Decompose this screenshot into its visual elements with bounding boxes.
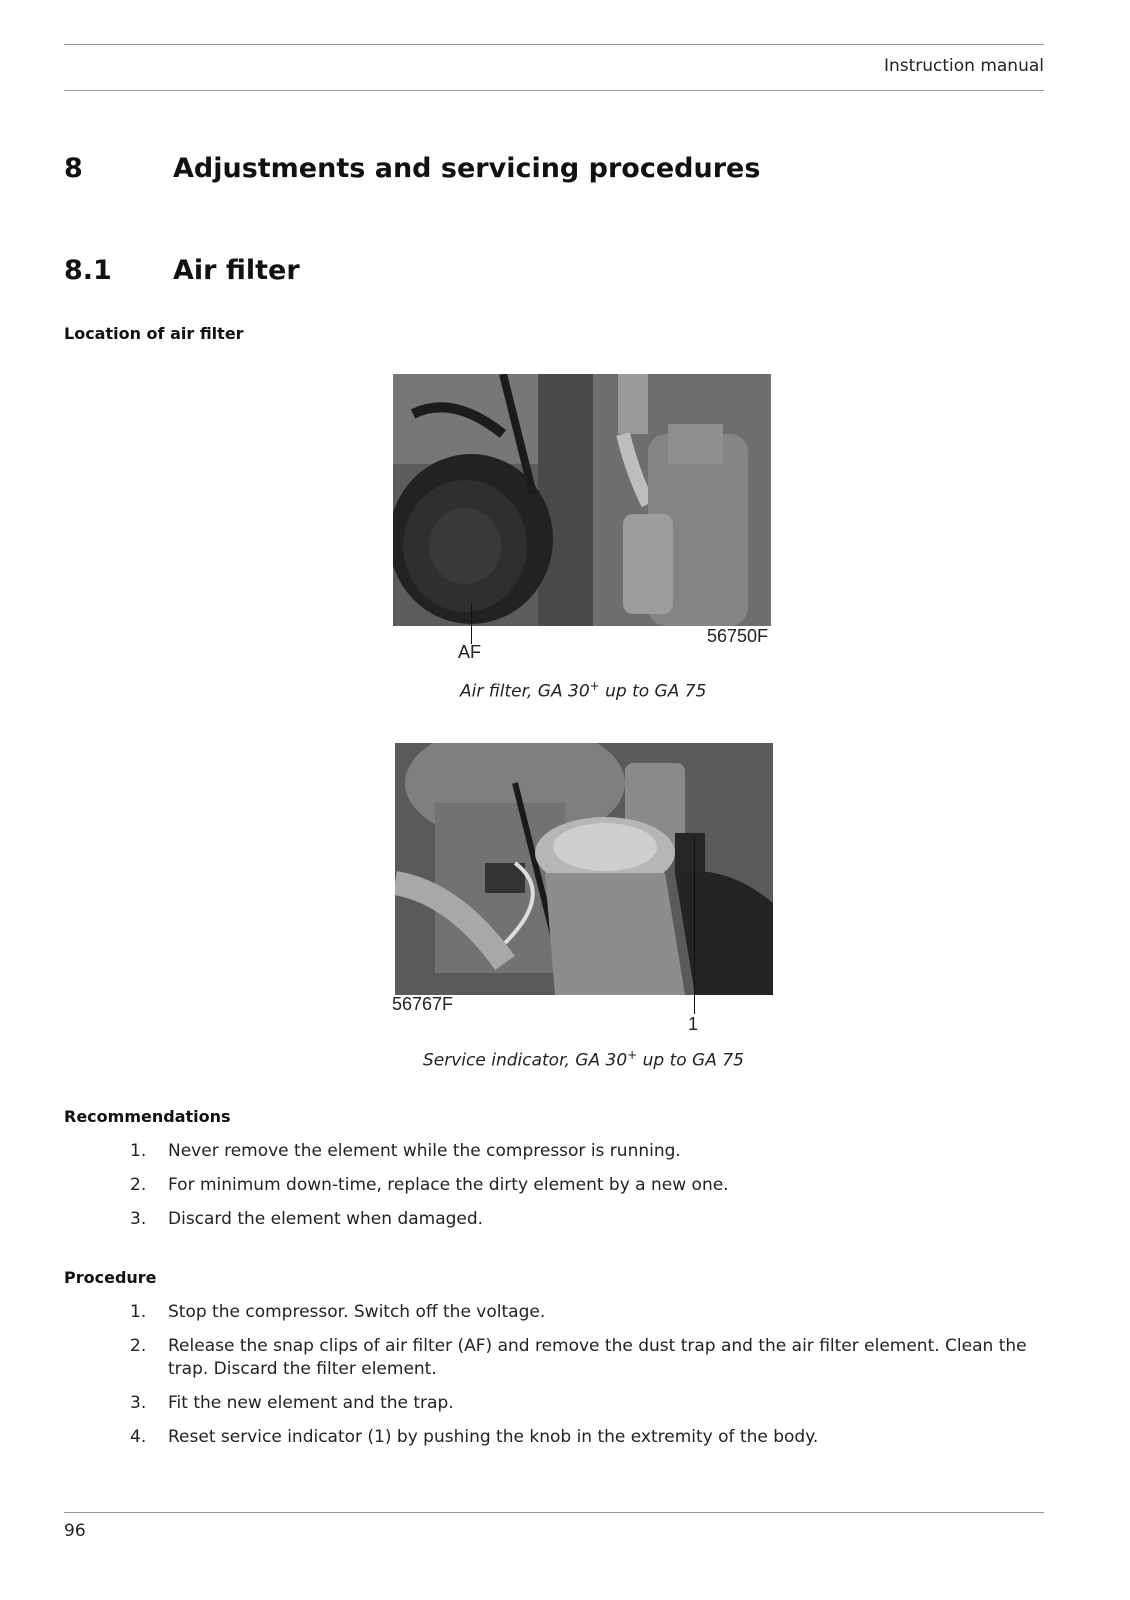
recommendations-list — [130, 1140, 1050, 1242]
chapter-title: Adjustments and servicing procedures — [173, 153, 761, 184]
list-item: 2. For minimum down-time, replace the dirty element by a new one. — [130, 1175, 729, 1195]
list-item: 3. Fit the new element and the trap. — [130, 1393, 454, 1413]
figure1-code: 56750F — [707, 626, 769, 646]
figure2-code: 56767F — [392, 994, 454, 1014]
list-item: 2. Release the snap clips of air filter (AF) and remove the dust trap and the air filter element. Clean the trap. Discard the filter element. — [130, 1336, 1027, 1379]
page-number: 96 — [64, 1521, 86, 1541]
section-number: 8.1 — [64, 255, 112, 286]
chapter-number: 8 — [64, 153, 83, 184]
procedure-heading: Procedure — [64, 1268, 157, 1287]
list-item: 1. Stop the compressor. Switch off the voltage. — [130, 1302, 546, 1322]
figure2-caption: Service indicator, GA 30+ up to GA 75 — [423, 1048, 744, 1071]
af-callout-label: AF — [458, 642, 482, 662]
air-filter-photo — [393, 374, 771, 626]
header-bottom-rule — [64, 90, 1044, 91]
service-indicator-leader-line — [694, 836, 695, 1014]
recommendations-heading: Recommendations — [64, 1107, 231, 1126]
figure1-caption: Air filter, GA 30+ up to GA 75 — [460, 679, 707, 702]
section-title: Air filter — [173, 255, 300, 286]
running-header: Instruction manual — [883, 56, 1044, 76]
header-top-rule — [64, 44, 1044, 45]
af-leader-line — [471, 604, 472, 644]
service-indicator-photo — [395, 743, 773, 995]
list-item: 1. Never remove the element while the compressor is running. — [130, 1141, 681, 1161]
location-heading: Location of air filter — [64, 324, 244, 343]
footer-rule — [64, 1512, 1044, 1513]
service-indicator-callout-label: 1 — [688, 1014, 699, 1034]
list-item: 3. Discard the element when damaged. — [130, 1209, 484, 1229]
list-item: 4. Reset service indicator (1) by pushing the knob in the extremity of the body. — [130, 1427, 819, 1447]
procedure-list — [130, 1301, 1050, 1460]
